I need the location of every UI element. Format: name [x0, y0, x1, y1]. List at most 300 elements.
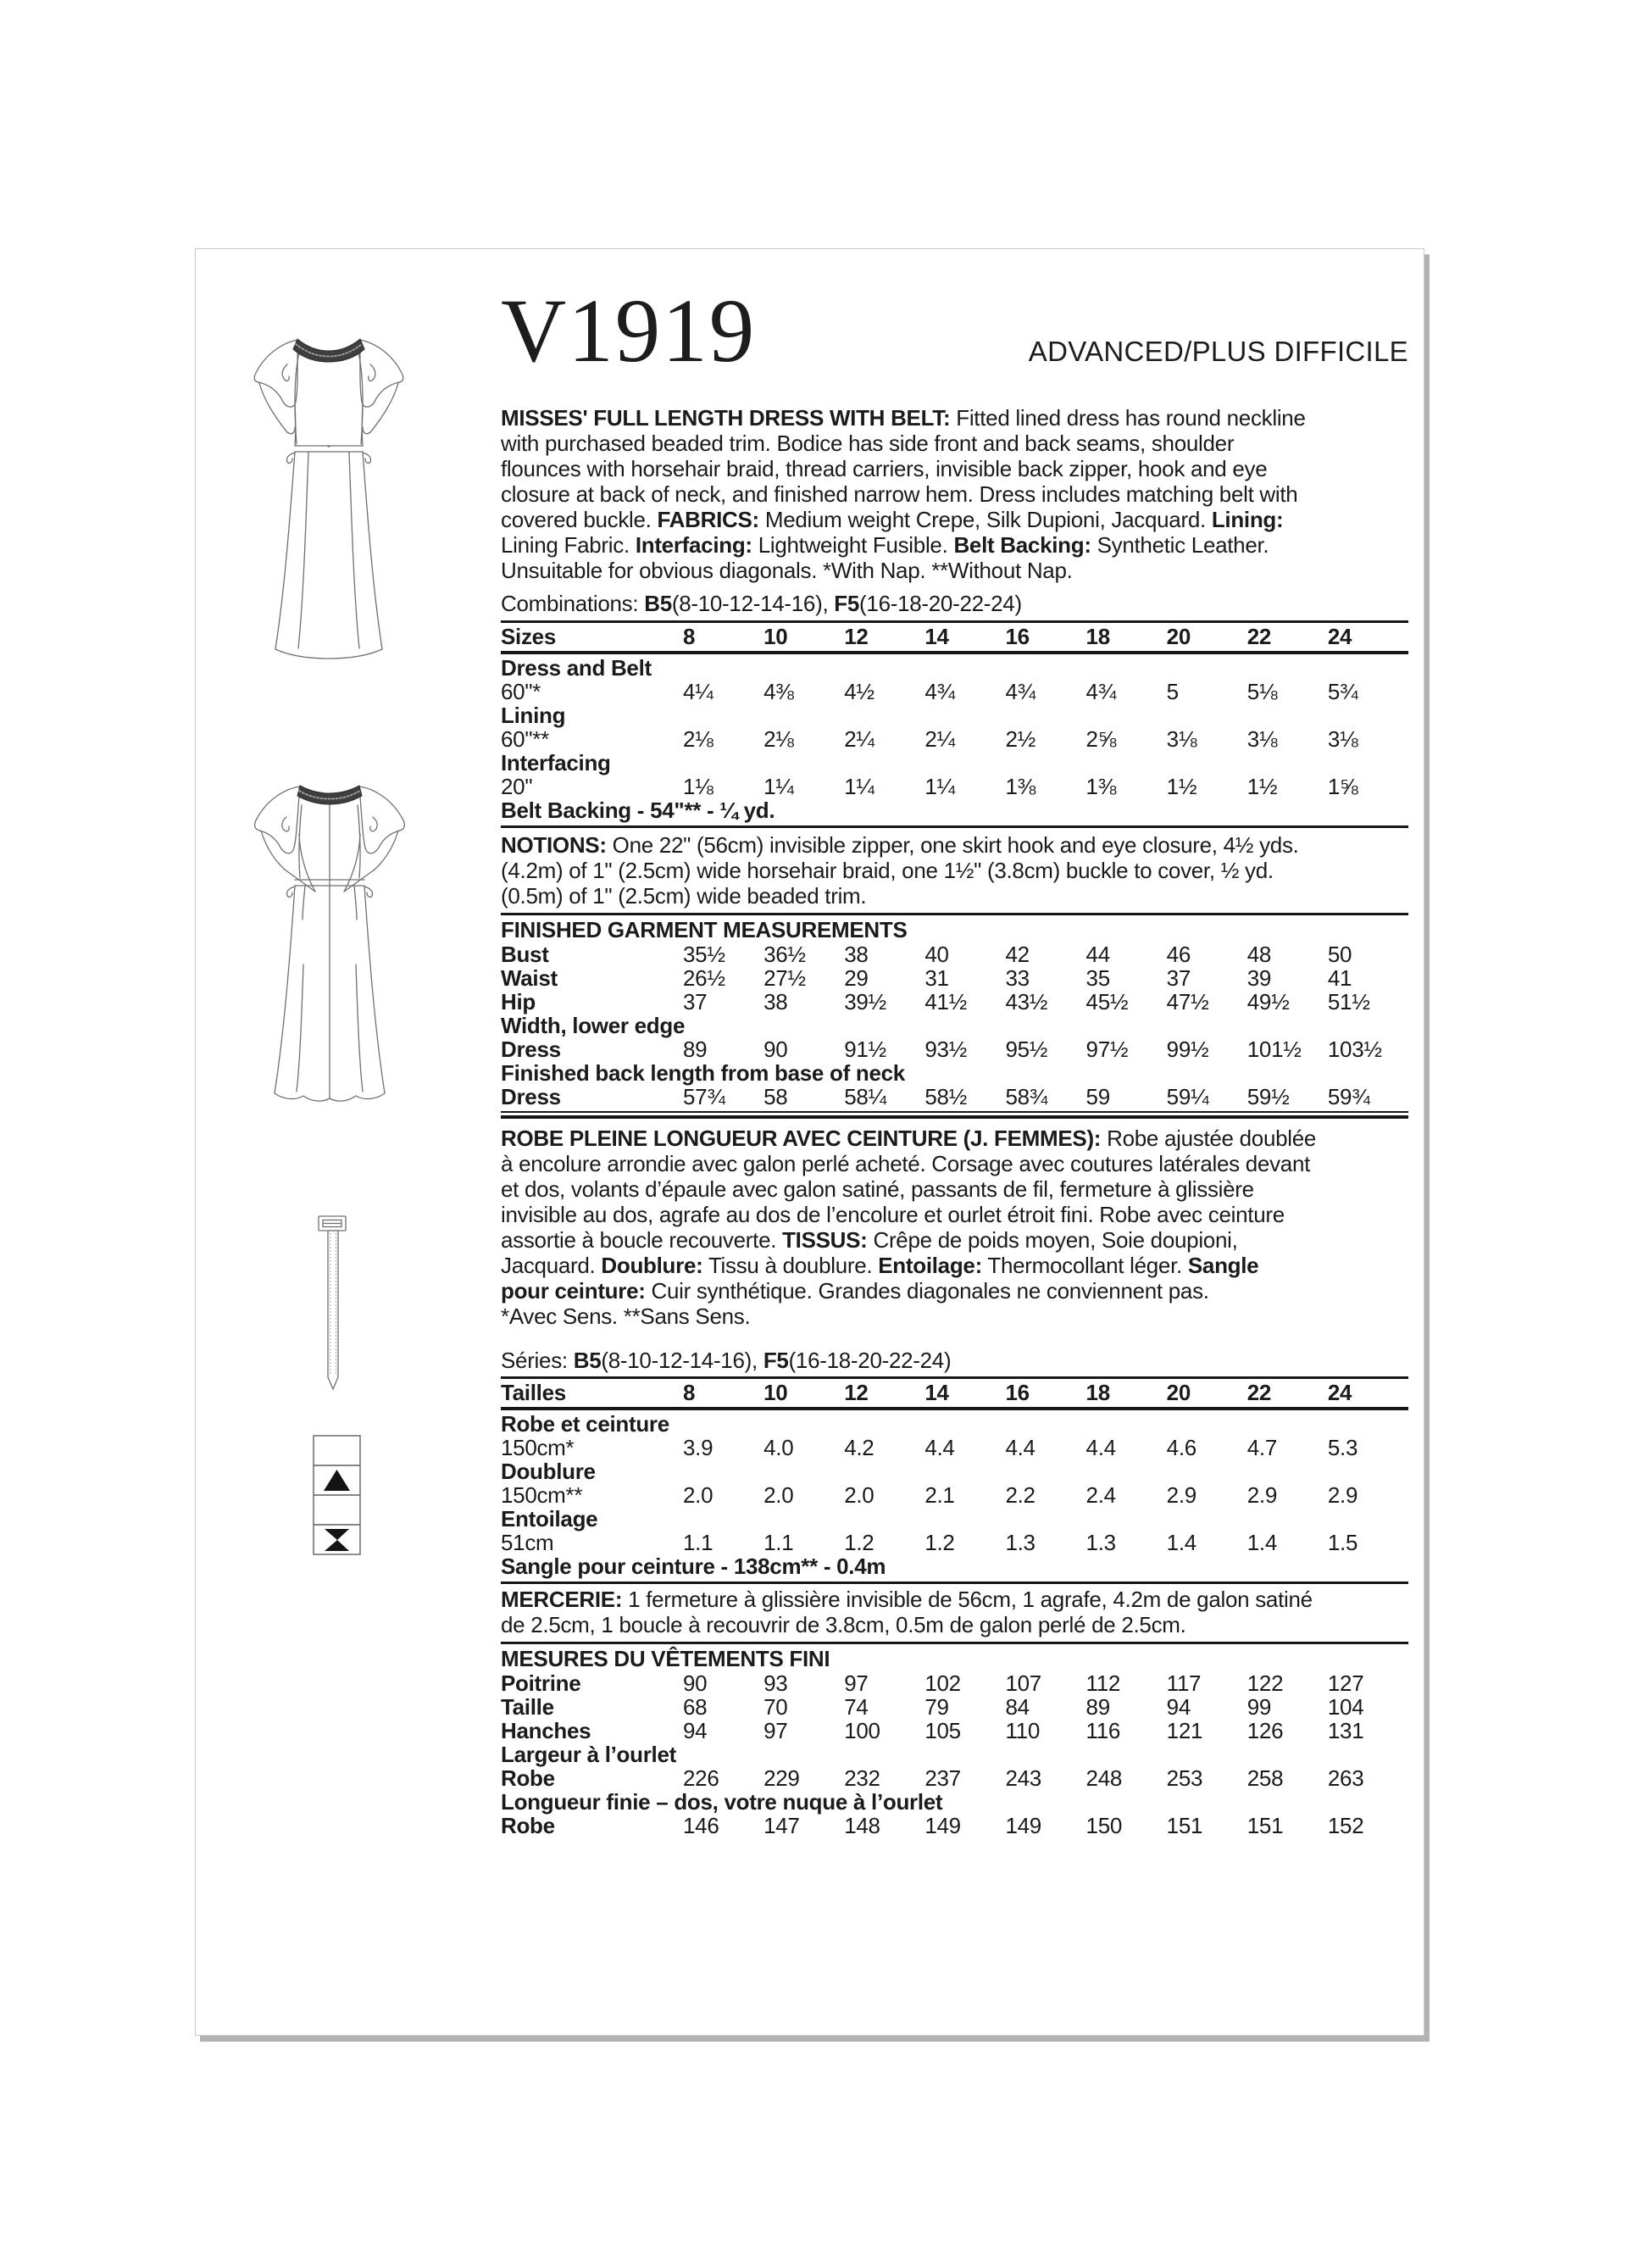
- yardage-table-english: [501, 620, 1408, 828]
- table-cell: 49½: [1246, 989, 1290, 1014]
- text-segment: Sangle pour ceinture -: [501, 1554, 734, 1579]
- table-cell: 232: [844, 1765, 880, 1791]
- text-segment: assortie à boucle recouverte.: [501, 1227, 783, 1253]
- table-cell: 2⅛: [763, 726, 794, 752]
- text-segment: flounces with horsehair braid, thread carriers, invisible back zipper, hook and eye: [501, 456, 1268, 481]
- mercerie-paragraph: [501, 1587, 1408, 1637]
- table-cell: 10: [763, 1380, 788, 1405]
- table-cell: 151: [1166, 1813, 1203, 1838]
- table-cell: Tailles: [501, 1380, 566, 1405]
- table-cell: 37: [683, 989, 708, 1014]
- table-cell: 33: [1005, 965, 1030, 991]
- table-cell: 48: [1246, 942, 1272, 967]
- table-cell: 16: [1005, 624, 1030, 649]
- table-cell: 29: [844, 965, 869, 991]
- difficulty-label: ADVANCED/PLUS DIFFICILE: [1028, 336, 1408, 367]
- table-cell: 4.6: [1166, 1435, 1196, 1460]
- text-segment: with purchased beaded trim. Bodice has side front and back seams, shoulder: [501, 431, 1235, 456]
- table-cell: 243: [1005, 1765, 1041, 1791]
- table-cell: 20: [1166, 1380, 1191, 1405]
- table-cell: 22: [1246, 1380, 1272, 1405]
- table-cell: 3⅛: [1166, 726, 1197, 752]
- series-line: [501, 1348, 1408, 1376]
- table-cell: 2.2: [1005, 1482, 1035, 1508]
- table-cell: 1.1: [763, 1530, 794, 1555]
- table-row: [501, 1554, 1408, 1578]
- text-segment: 138cm** - 0.4m: [733, 1554, 886, 1579]
- text-line: [501, 858, 1408, 883]
- table-cell: 94: [1166, 1694, 1191, 1720]
- text-segment: Séries:: [501, 1348, 574, 1373]
- table-cell: 122: [1246, 1670, 1284, 1696]
- divider-rule: [501, 913, 1408, 915]
- text-line: [501, 507, 1408, 532]
- table-cell: 59¾: [1327, 1084, 1370, 1109]
- table-cell: 31: [924, 965, 949, 991]
- table-cell: 2⅝: [1085, 726, 1117, 752]
- table-cell: 90: [683, 1670, 708, 1696]
- table-cell: 101½: [1246, 1037, 1302, 1062]
- table-cell: 4¼: [683, 679, 713, 704]
- table-cell: 51½: [1327, 989, 1370, 1014]
- dress-back-illustration: [253, 778, 407, 1107]
- table-cell: 24: [1327, 1380, 1352, 1405]
- table-cell: 2.0: [763, 1482, 794, 1508]
- table-cell: Waist: [501, 965, 558, 991]
- text-segment: Synthetic Leather.: [1091, 532, 1269, 558]
- text-segment: de 2.5cm, 1 boucle à recouvrir de 3.8cm, 0.5m de galon perlé de 2.5cm.: [501, 1612, 1186, 1637]
- table-cell: 59: [1085, 1084, 1110, 1109]
- table-cell: 40: [924, 942, 949, 967]
- text-segment: (0.5m) of 1" (2.5cm) wide beaded trim.: [501, 883, 867, 909]
- text-line: [501, 1348, 1408, 1373]
- finished-measurements-table-english: [501, 942, 1408, 1109]
- text-line: [501, 883, 1408, 909]
- table-cell: 117: [1166, 1670, 1202, 1696]
- table-cell: 229: [763, 1765, 800, 1791]
- table-cell: 46: [1166, 942, 1191, 967]
- table-cell: 84: [1005, 1694, 1030, 1720]
- table-cell: 150: [1085, 1813, 1123, 1838]
- table-cell: 99½: [1166, 1037, 1209, 1062]
- divider-rule: [501, 1642, 1408, 1644]
- table-cell: 1¼: [844, 774, 874, 799]
- table-cell: 44: [1085, 942, 1110, 967]
- table-cell: 20": [501, 774, 533, 799]
- table-cell: 8: [683, 624, 696, 649]
- description-english: [501, 405, 1408, 583]
- table-cell: 36½: [763, 942, 806, 967]
- text-segment: Doublure:: [601, 1253, 703, 1278]
- text-line: [501, 1304, 1408, 1329]
- table-cell: 1⅜: [1085, 774, 1117, 799]
- table-cell: Hanches: [501, 1718, 591, 1743]
- text-line: [501, 1202, 1408, 1227]
- notions-paragraph: [501, 832, 1408, 909]
- text-segment: Medium weight Crepe, Silk Dupioni, Jacquard.: [758, 507, 1212, 532]
- table-cell: 5⅛: [1246, 679, 1278, 704]
- table-cell: 97: [844, 1670, 869, 1696]
- text-line: [501, 456, 1408, 481]
- text-segment: MERCERIE:: [501, 1587, 623, 1612]
- table-cell: 50: [1327, 942, 1352, 967]
- table-row: Longueur finie – dos, votre nuque à l’ourlet: [501, 1789, 943, 1815]
- table-cell: 24: [1327, 624, 1352, 649]
- text-line: [501, 1278, 1408, 1304]
- text-segment: 1 fermeture à glissière invisible de 56cm, 1 agrafe, 4.2m de galon satiné: [622, 1587, 1313, 1612]
- table-row: [501, 990, 1408, 1014]
- table-cell: 4.2: [844, 1435, 874, 1460]
- text-segment: TISSUS:: [782, 1227, 868, 1253]
- table-row: Width, lower edge: [501, 1013, 686, 1038]
- table-cell: 4⅜: [763, 679, 794, 704]
- dress-front-illustration: [252, 329, 406, 659]
- table-cell: 42: [1005, 942, 1030, 967]
- table-cell: 38: [844, 942, 869, 967]
- text-segment: Crêpe de poids moyen, Soie doupioni,: [867, 1227, 1238, 1253]
- text-segment: à encolure arrondie avec galon perlé acheté. Corsage avec coutures latérales devant: [501, 1151, 1311, 1176]
- table-cell: 5: [1166, 679, 1179, 704]
- table-cell: 58½: [924, 1084, 968, 1109]
- table-cell: 152: [1327, 1813, 1364, 1838]
- table-cell: 1.3: [1005, 1530, 1035, 1555]
- table-cell: 2.4: [1085, 1482, 1116, 1508]
- table-cell: Robe: [501, 1813, 555, 1838]
- table-cell: 60"**: [501, 726, 549, 752]
- text-segment: Unsuitable for obvious diagonals. *With Nap. **Without Nap.: [501, 558, 1073, 583]
- table-cell: 59½: [1246, 1084, 1290, 1109]
- table-cell: 3.9: [683, 1435, 713, 1460]
- table-cell: 47½: [1166, 989, 1209, 1014]
- text-line: [501, 1126, 1408, 1151]
- description-french: [501, 1126, 1408, 1329]
- table-cell: 4.7: [1246, 1435, 1278, 1460]
- table-cell: 4.4: [924, 1435, 955, 1460]
- table-cell: 27½: [763, 965, 806, 991]
- table-cell: 1¼: [763, 774, 794, 799]
- yardage-table-french: [501, 1376, 1408, 1584]
- table-row: [501, 1483, 1408, 1507]
- table-cell: Dress: [501, 1037, 561, 1062]
- table-row: [501, 1531, 1408, 1554]
- table-cell: 104: [1327, 1694, 1364, 1720]
- text-segment: B5: [573, 1348, 602, 1373]
- table-cell: 93: [763, 1670, 788, 1696]
- table-cell: 3⅛: [1327, 726, 1358, 752]
- table-cell: 263: [1327, 1765, 1364, 1791]
- table-cell: 253: [1166, 1765, 1203, 1791]
- table-cell: 150cm**: [501, 1482, 583, 1508]
- text-segment: NOTIONS:: [501, 832, 607, 858]
- table-cell: 1½: [1166, 774, 1197, 799]
- text-line: [501, 431, 1408, 456]
- table-cell: 18: [1085, 624, 1110, 649]
- table-cell: 4.4: [1005, 1435, 1035, 1460]
- text-column: [501, 249, 1408, 1837]
- table-cell: 18: [1085, 1380, 1110, 1405]
- table-cell: 237: [924, 1765, 961, 1791]
- text-segment: Belt Backing:: [953, 532, 1091, 558]
- table-cell: 258: [1246, 1765, 1284, 1791]
- text-segment: Thermocollant léger.: [981, 1253, 1188, 1278]
- table-cell: 1⅜: [1005, 774, 1035, 799]
- belt-illustration: [314, 1215, 353, 1394]
- text-segment: Interfacing:: [635, 532, 752, 558]
- table-cell: 41½: [924, 989, 968, 1014]
- table-cell: 51cm: [501, 1530, 554, 1555]
- table-cell: 79: [924, 1694, 949, 1720]
- text-line: [501, 558, 1408, 583]
- table-cell: 41: [1327, 965, 1352, 991]
- table-cell: Hip: [501, 989, 536, 1014]
- table-cell: 4.4: [1085, 1435, 1116, 1460]
- table-cell: 4.0: [763, 1435, 794, 1460]
- table-cell: 14: [924, 624, 949, 649]
- text-segment: 54"** - ¼ yd.: [650, 798, 775, 823]
- table-cell: 5¾: [1327, 679, 1358, 704]
- table-cell: 147: [763, 1813, 800, 1838]
- table-cell: 2.9: [1246, 1482, 1278, 1508]
- text-segment: Combinations:: [501, 591, 645, 616]
- text-segment: (16-18-20-22-24): [859, 591, 1022, 616]
- table-cell: 107: [1005, 1670, 1041, 1696]
- table-cell: 38: [763, 989, 788, 1014]
- text-line: [501, 832, 1408, 858]
- text-segment: et dos, volants d’épaule avec galon satiné, passants de fil, fermeture à glissière: [501, 1176, 1254, 1202]
- table-cell: 248: [1085, 1765, 1123, 1791]
- table-cell: 102: [924, 1670, 961, 1696]
- table-cell: 150cm*: [501, 1435, 575, 1460]
- table-row: [501, 1719, 1408, 1743]
- table-row: Doublure: [501, 1459, 596, 1484]
- table-cell: 151: [1246, 1813, 1284, 1838]
- table-cell: Bust: [501, 942, 549, 967]
- pattern-envelope-back-page: [195, 248, 1424, 2036]
- table-cell: 1.4: [1166, 1530, 1196, 1555]
- table-cell: 26½: [683, 965, 725, 991]
- table-cell: 148: [844, 1813, 880, 1838]
- text-line: [501, 1612, 1408, 1637]
- text-line: [501, 1587, 1408, 1612]
- text-segment: Cuir synthétique. Grandes diagonales ne conviennent pas.: [645, 1278, 1209, 1304]
- table-cell: 105: [924, 1718, 961, 1743]
- text-segment: pour ceinture:: [501, 1278, 646, 1304]
- table-cell: 89: [683, 1037, 708, 1062]
- table-cell: 112: [1085, 1670, 1121, 1696]
- text-segment: Belt Backing -: [501, 798, 651, 823]
- table-cell: 39: [1246, 965, 1272, 991]
- text-segment: B5: [644, 591, 672, 616]
- table-cell: 58¼: [844, 1084, 886, 1109]
- table-cell: 2.9: [1166, 1482, 1196, 1508]
- table-cell: 74: [844, 1694, 869, 1720]
- table-cell: 2½: [1005, 726, 1035, 752]
- finished-measurements-title-french: MESURES DU VÊTEMENTS FINI: [501, 1646, 830, 1671]
- combinations-line: [501, 591, 1408, 620]
- table-cell: 14: [924, 1380, 949, 1405]
- table-cell: 58: [763, 1084, 788, 1109]
- table-cell: 110: [1005, 1718, 1040, 1743]
- table-row: [501, 775, 1408, 798]
- table-cell: Poitrine: [501, 1670, 581, 1696]
- table-cell: Robe: [501, 1765, 555, 1791]
- table-row: Lining: [501, 703, 566, 728]
- table-cell: 121: [1166, 1718, 1203, 1743]
- table-cell: 70: [763, 1694, 788, 1720]
- table-cell: 37: [1166, 965, 1191, 991]
- table-cell: 57¾: [683, 1084, 725, 1109]
- table-cell: 59¼: [1166, 1084, 1209, 1109]
- table-cell: 4½: [844, 679, 874, 704]
- table-cell: 1⅝: [1327, 774, 1358, 799]
- table-cell: 99: [1246, 1694, 1272, 1720]
- table-cell: 2.1: [924, 1482, 955, 1508]
- table-cell: 60"*: [501, 679, 541, 704]
- table-cell: 12: [844, 1380, 869, 1405]
- table-cell: 146: [683, 1813, 719, 1838]
- table-row: [501, 966, 1408, 990]
- table-row: [501, 942, 1408, 966]
- text-segment: (8-10-12-14-16),: [601, 1348, 763, 1373]
- pattern-number: V1919: [501, 281, 757, 381]
- table-cell: 22: [1246, 624, 1272, 649]
- table-cell: 1.2: [924, 1530, 955, 1555]
- text-segment: Sangle: [1187, 1253, 1259, 1278]
- table-cell: 97½: [1085, 1037, 1129, 1062]
- table-cell: 3⅛: [1246, 726, 1278, 752]
- table-cell: 1.5: [1327, 1530, 1358, 1555]
- table-row: Largeur à l’ourlet: [501, 1742, 676, 1767]
- text-line: [501, 1176, 1408, 1202]
- table-row: [501, 1436, 1408, 1459]
- table-cell: 4¾: [1005, 679, 1035, 704]
- table-cell: 1½: [1246, 774, 1278, 799]
- text-segment: ROBE PLEINE LONGUEUR AVEC CEINTURE (J. FEMMES):: [501, 1126, 1102, 1151]
- table-cell: 95½: [1005, 1037, 1048, 1062]
- text-segment: F5: [763, 1348, 789, 1373]
- table-cell: 2.9: [1327, 1482, 1358, 1508]
- table-row: Robe et ceinture: [501, 1411, 669, 1437]
- table-cell: 2.0: [683, 1482, 713, 1508]
- text-segment: closure at back of neck, and finished narrow hem. Dress includes matching belt with: [501, 481, 1298, 507]
- masthead: [501, 281, 1408, 381]
- double-divider-rule: [501, 1111, 1408, 1119]
- table-row: [501, 1695, 1408, 1719]
- table-cell: 12: [844, 624, 869, 649]
- text-line: [501, 405, 1408, 431]
- text-segment: invisible au dos, agrafe au dos de l’encolure et ourlet étroit fini. Robe avec ceinture: [501, 1202, 1285, 1227]
- text-line: [501, 532, 1408, 558]
- table-cell: 100: [844, 1718, 880, 1743]
- table-row: Dress and Belt: [501, 655, 652, 681]
- table-row: [501, 727, 1408, 751]
- table-cell: 1.4: [1246, 1530, 1278, 1555]
- text-segment: (16-18-20-22-24): [788, 1348, 952, 1373]
- text-segment: Fitted lined dress has round neckline: [950, 405, 1306, 431]
- text-line: [501, 481, 1408, 507]
- table-cell: 35½: [683, 942, 725, 967]
- table-cell: 149: [924, 1813, 961, 1838]
- table-cell: 5.3: [1327, 1435, 1358, 1460]
- table-cell: Taille: [501, 1694, 554, 1720]
- text-line: [501, 1227, 1408, 1253]
- table-cell: 2⅛: [683, 726, 713, 752]
- table-row: [501, 1085, 1408, 1109]
- table-cell: 94: [683, 1718, 708, 1743]
- table-row: [501, 1037, 1408, 1061]
- table-cell: 16: [1005, 1380, 1030, 1405]
- text-segment: Lining:: [1211, 507, 1284, 532]
- table-cell: 90: [763, 1037, 788, 1062]
- table-row: [501, 624, 1408, 654]
- text-segment: Jacquard.: [501, 1253, 602, 1278]
- text-line: [501, 1151, 1408, 1176]
- table-cell: 127: [1327, 1670, 1364, 1696]
- table-cell: 226: [683, 1765, 719, 1791]
- text-segment: (4.2m) of 1" (2.5cm) wide horsehair braid, one 1½" (3.8cm) buckle to cover, ½ yd.: [501, 858, 1274, 883]
- table-cell: 39½: [844, 989, 886, 1014]
- table-cell: 91½: [844, 1037, 886, 1062]
- finished-measurements-table-french: [501, 1671, 1408, 1837]
- table-cell: 4¾: [1085, 679, 1117, 704]
- table-row: Entoilage: [501, 1506, 598, 1531]
- text-segment: F5: [834, 591, 860, 616]
- table-row: [501, 680, 1408, 703]
- nap-symbols-icon: [313, 1435, 361, 1555]
- text-segment: *Avec Sens. **Sans Sens.: [501, 1304, 751, 1329]
- table-cell: 1.3: [1085, 1530, 1116, 1555]
- table-cell: 1.2: [844, 1530, 874, 1555]
- table-cell: 58¾: [1005, 1084, 1048, 1109]
- table-cell: 35: [1085, 965, 1110, 991]
- table-cell: 45½: [1085, 989, 1129, 1014]
- table-row: Interfacing: [501, 750, 611, 775]
- table-row: [501, 1814, 1408, 1837]
- text-segment: covered buckle.: [501, 507, 658, 532]
- table-cell: 1⅛: [683, 774, 713, 799]
- table-cell: 97: [763, 1718, 788, 1743]
- text-segment: Tissu à doublure.: [702, 1253, 879, 1278]
- table-row: [501, 798, 1408, 822]
- text-segment: Lightweight Fusible.: [752, 532, 954, 558]
- table-cell: 43½: [1005, 989, 1048, 1014]
- text-line: [501, 591, 1408, 616]
- text-segment: Entoilage:: [878, 1253, 982, 1278]
- table-cell: 131: [1327, 1718, 1364, 1743]
- table-row: Finished back length from base of neck: [501, 1060, 905, 1086]
- text-line: [501, 1253, 1408, 1278]
- table-cell: 1¼: [924, 774, 955, 799]
- table-cell: 1.1: [683, 1530, 713, 1555]
- text-segment: One 22" (56cm) invisible zipper, one skirt hook and eye closure, 4½ yds.: [606, 832, 1299, 858]
- text-segment: MISSES' FULL LENGTH DRESS WITH BELT:: [501, 405, 951, 431]
- text-segment: Robe ajustée doublée: [1101, 1126, 1317, 1151]
- table-cell: 2¼: [924, 726, 955, 752]
- table-row: [501, 1766, 1408, 1790]
- table-cell: 126: [1246, 1718, 1284, 1743]
- text-segment: Lining Fabric.: [501, 532, 636, 558]
- table-row: [501, 1671, 1408, 1695]
- table-cell: 10: [763, 624, 788, 649]
- table-cell: 20: [1166, 624, 1191, 649]
- table-cell: 103½: [1327, 1037, 1382, 1062]
- table-cell: Sizes: [501, 624, 556, 649]
- table-cell: 68: [683, 1694, 708, 1720]
- text-segment: (8-10-12-14-16),: [671, 591, 835, 616]
- table-cell: 2¼: [844, 726, 874, 752]
- table-cell: 8: [683, 1380, 696, 1405]
- table-cell: 2.0: [844, 1482, 874, 1508]
